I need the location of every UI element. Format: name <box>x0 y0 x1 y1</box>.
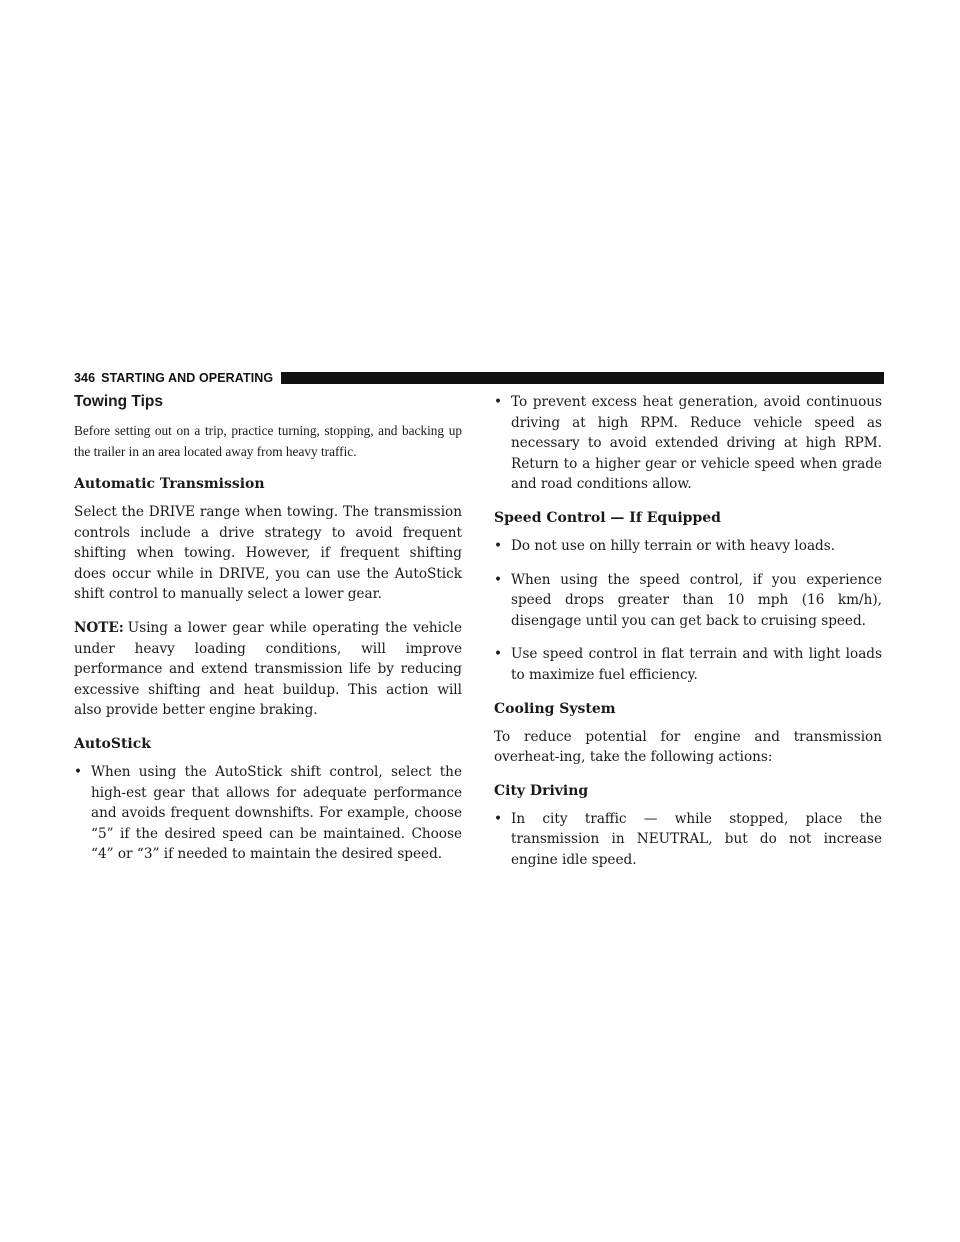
page-header <box>74 369 884 387</box>
bullet-glyph: • <box>74 763 83 780</box>
automatic-transmission-text: Select the DRIVE range when towing. The transmission controls include a drive strategy to avoid frequent shifting when towing. However, if frequent shifting does occur while in DRIVE, you can use the AutoStick shift control to manually select a lower gear. <box>74 504 462 603</box>
cooling-system-text: To reduce potential for engine and transmission overheat-ing, take the following actions: <box>494 728 882 766</box>
city-driving-bullet <box>494 809 882 871</box>
towing-tips-intro: Before setting out on a trip, practice turning, stopping, and backing up the trailer in an area located away from heavy traffic. <box>74 423 462 459</box>
autostick-bullet <box>74 762 462 865</box>
towing-tips-title: Towing Tips <box>74 393 163 410</box>
speed-control-bullet-text: Use speed control in flat terrain and with light loads to maximize fuel efficiency. <box>511 646 882 683</box>
autostick-heading: AutoStick <box>74 735 151 752</box>
city-driving-bullet-text: In city traffic — while stopped, place the transmission in NEUTRAL, but do not increase engine idle speed. <box>511 810 882 868</box>
city-driving-heading: City Driving <box>494 782 589 799</box>
heat-bullet-text: To prevent excess heat generation, avoid continuous driving at high RPM. Reduce vehicle speed as necessary to avoid extended driving at high RPM. Return to a higher gear or vehicle speed when grade and road conditions allow. <box>511 394 882 493</box>
header-rule <box>281 372 884 384</box>
page-number: 346 <box>74 371 96 385</box>
speed-control-bullet-text: When using the speed control, if you experience speed drops greater than 10 mph (16 km/h), disengage until you can get back to cruising speed. <box>511 571 882 629</box>
speed-control-bullet <box>494 536 882 557</box>
left-column <box>74 392 462 878</box>
bullet-glyph: • <box>494 537 503 554</box>
note-text: Using a lower gear while operating the vehicle under heavy loading conditions, will improve performance and extend transmission life by reducing excessive shifting and heat buildup. This action will also provide better engine braking. <box>74 619 462 719</box>
automatic-transmission-heading: Automatic Transmission <box>74 476 265 492</box>
cooling-system-heading: Cooling System <box>494 700 616 717</box>
bullet-glyph: • <box>494 646 503 663</box>
speed-control-bullet <box>494 644 882 685</box>
note-label: NOTE: <box>74 619 124 636</box>
speed-control-bullet-text: Do not use on hilly terrain or with heavy loads. <box>511 537 836 554</box>
speed-control-heading: Speed Control — If Equipped <box>494 509 721 526</box>
speed-control-bullet <box>494 570 882 632</box>
header-text <box>74 371 273 385</box>
bullet-glyph: • <box>494 810 503 827</box>
autostick-bullet-text: When using the AutoStick shift control, select the high-est gear that allows for adequate performance and avoids frequent downshifts. For example, choose “5” if the desired speed can be maintained. Choose “4” or “3” if needed to maintain the desired speed. <box>91 763 462 863</box>
bullet-glyph: • <box>494 571 503 588</box>
section-title: STARTING AND OPERATING <box>101 371 274 385</box>
note-paragraph <box>74 618 462 721</box>
heat-bullet <box>494 392 882 495</box>
bullet-glyph: • <box>494 394 503 410</box>
right-column <box>494 392 882 884</box>
